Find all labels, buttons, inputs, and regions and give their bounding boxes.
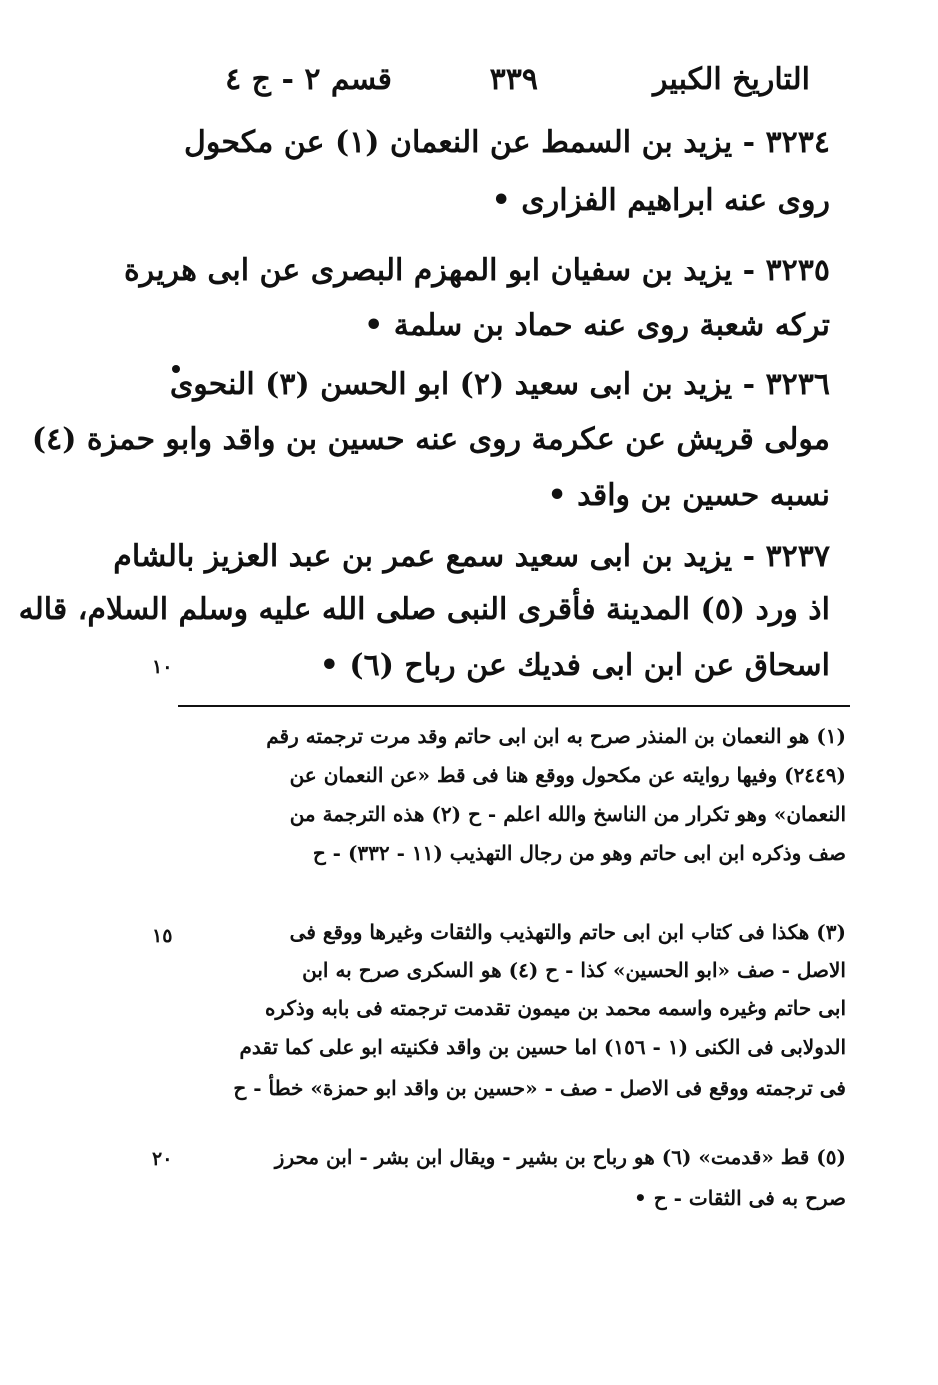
footnote-line: الاصل - صف «ابو الحسين» كذا - ح (٤) هو السكرى صرح به ابن [302, 958, 846, 982]
main-text-line: مولى قريش عن عكرمة روى عنه حسين بن واقد وابو حمزة (٤) [31, 422, 830, 457]
footnote-line: صرح به فى الثقات - ح • [634, 1186, 846, 1210]
main-text-line: ٣٢٣٦ - يزيد بن ابى سعيد (٢) ابو الحسن (٣) النحوى [169, 367, 830, 402]
margin-line-number: ٢٠ [152, 1148, 173, 1170]
footnote-line: الدولابى فى الكنى (١ - ١٥٦) اما حسين بن واقد فكنيته ابو على كما تقدم [239, 1035, 846, 1059]
main-text-line: روى عنه ابراهيم الفزارى • [491, 183, 830, 218]
footnote-line: (٣) هكذا فى كتاب ابن ابى حاتم والتهذيب والثقات وغيرها ووقع فى [289, 920, 846, 944]
main-text-line: ٣٢٣٧ - يزيد بن ابى سعيد سمع عمر بن عبد العزيز بالشام [113, 539, 830, 574]
footnote-line: صف وذكره ابن ابى حاتم وهو من رجال التهذيب (١١ - ٣٣٢) - ح [312, 841, 846, 865]
footnote-line: (١) هو النعمان بن المنذر صرح به ابن ابى حاتم وقد مرت ترجمته رقم [266, 724, 846, 748]
footnote-line: (٢٤٤٩) وفيها روايته عن مكحول ووقع هنا فى قط «عن النعمان عن [289, 763, 846, 787]
footnote-line: ابى حاتم وغيره واسمه محمد بن ميمون تقدمت ترجمته فى بابه وذكره [264, 996, 846, 1020]
main-text-line: ٣٢٣٤ - يزيد بن السمط عن النعمان (١) عن مكحول [184, 125, 830, 160]
main-text-line: ٣٢٣٥ - يزيد بن سفيان ابو المهزم البصرى عن ابى هريرة [123, 253, 830, 288]
page-number: ٣٣٩ [489, 62, 538, 97]
footnote-line: فى ترجمته ووقع فى الاصل - صف - «حسين بن واقد ابو حمزة» خطأ - ح [233, 1076, 846, 1100]
book-title: التاريخ الكبير [652, 62, 810, 97]
margin-line-number: ١٠ [152, 656, 173, 678]
main-text-line: تركه شعبة روى عنه حماد بن سلمة • [364, 308, 830, 343]
main-text-line: اسحاق عن ابن ابى فديك عن رباح (٦) • [319, 648, 830, 683]
running-header [210, 62, 810, 106]
footnote-line: (٥) قط «قدمت» (٦) هو رباح بن بشير - ويقال ابن بشر - ابن محرز [274, 1145, 846, 1169]
footnote-separator [178, 705, 850, 707]
main-text-line: نسبه حسين بن واقد • [547, 478, 830, 513]
footnote-line: النعمان» وهو تكرار من الناسخ والله اعلم - ح (٢) هذه الترجمة من [289, 802, 846, 826]
main-text-line: اذ ورد (٥) المدينة فأقرى النبى صلى الله عليه وسلم السلام، قاله [18, 592, 830, 627]
margin-line-number: ١٥ [152, 925, 173, 947]
volume-label: قسم ٢ - ج ٤ [225, 62, 392, 97]
